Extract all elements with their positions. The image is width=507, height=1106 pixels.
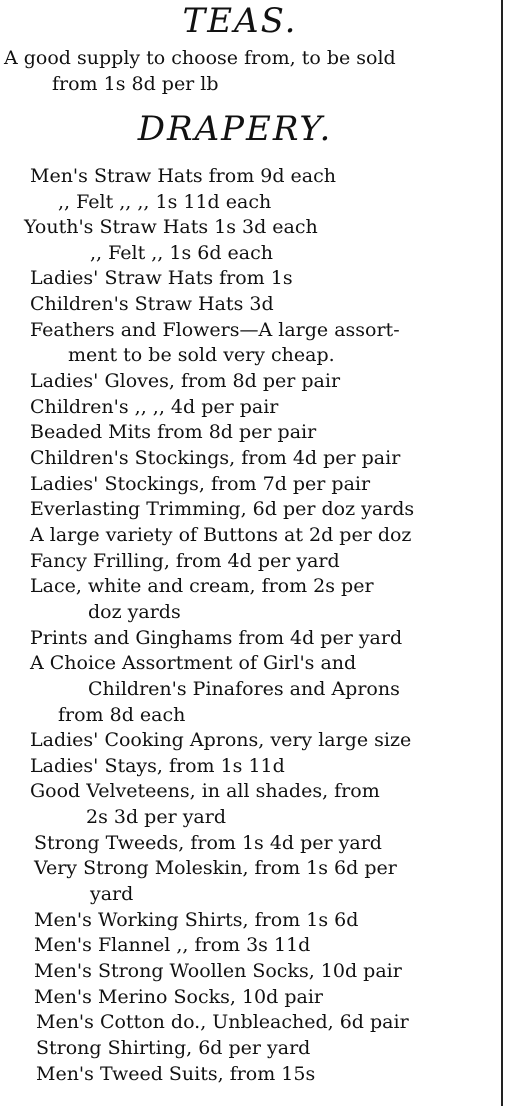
- drapery-line: Ladies' Stockings, from 7d per pair: [30, 473, 371, 495]
- drapery-line: ,, Felt ,, ,, 1s 11d each: [58, 191, 272, 213]
- drapery-line: Fancy Frilling, from 4d per yard: [30, 550, 340, 572]
- drapery-line: Children's Straw Hats 3d: [30, 293, 274, 315]
- drapery-line: Ladies' Straw Hats from 1s: [30, 267, 293, 289]
- drapery-heading: DRAPERY.: [137, 109, 333, 149]
- drapery-line: Men's Strong Woollen Socks, 10d pair: [34, 960, 402, 982]
- drapery-line: Prints and Ginghams from 4d per yard: [30, 627, 403, 649]
- column-rule: [501, 0, 503, 1106]
- drapery-line: doz yards: [88, 601, 181, 623]
- drapery-line: Men's Straw Hats from 9d each: [30, 165, 336, 187]
- drapery-line: Lace, white and cream, from 2s per: [30, 575, 374, 597]
- drapery-line: Very Strong Moleskin, from 1s 6d per: [34, 857, 397, 879]
- drapery-line: Children's ,, ,, 4d per pair: [30, 396, 279, 418]
- drapery-line: Good Velveteens, in all shades, from: [30, 780, 380, 802]
- drapery-line: Strong Shirting, 6d per yard: [36, 1037, 311, 1059]
- drapery-line: A large variety of Buttons at 2d per doz: [30, 524, 412, 546]
- drapery-line: Ladies' Stays, from 1s 11d: [30, 755, 285, 777]
- drapery-line: Everlasting Trimming, 6d per doz yards: [30, 498, 415, 520]
- drapery-line: Strong Tweeds, from 1s 4d per yard: [34, 832, 382, 854]
- drapery-line: ment to be sold very cheap.: [68, 344, 335, 366]
- drapery-line: ,, Felt ,, 1s 6d each: [90, 242, 273, 264]
- drapery-line: Men's Merino Socks, 10d pair: [34, 986, 323, 1008]
- drapery-line: Children's Stockings, from 4d per pair: [30, 447, 401, 469]
- drapery-line: Children's Pinafores and Aprons: [88, 678, 400, 700]
- drapery-line: from 8d each: [58, 704, 186, 726]
- drapery-line: Feathers and Flowers—A large assort-: [30, 319, 400, 341]
- drapery-line: 2s 3d per yard: [86, 806, 227, 828]
- drapery-line: Ladies' Cooking Aprons, very large size: [30, 729, 412, 751]
- drapery-line: Youth's Straw Hats 1s 3d each: [24, 216, 318, 238]
- drapery-line: Men's Flannel ,, from 3s 11d: [34, 934, 311, 956]
- drapery-line: Men's Working Shirts, from 1s 6d: [34, 909, 359, 931]
- drapery-line: Beaded Mits from 8d per pair: [30, 421, 317, 443]
- drapery-line: yard: [90, 883, 134, 905]
- drapery-line: Men's Tweed Suits, from 15s: [36, 1063, 316, 1085]
- teas-intro-line-2: from 1s 8d per lb: [52, 73, 219, 95]
- drapery-line: A Choice Assortment of Girl's and: [30, 652, 357, 674]
- teas-intro-line-1: A good supply to choose from, to be sold: [4, 47, 396, 69]
- drapery-line: Ladies' Gloves, from 8d per pair: [30, 370, 341, 392]
- teas-heading: TEAS.: [182, 1, 298, 41]
- drapery-line: Men's Cotton do., Unbleached, 6d pair: [36, 1011, 409, 1033]
